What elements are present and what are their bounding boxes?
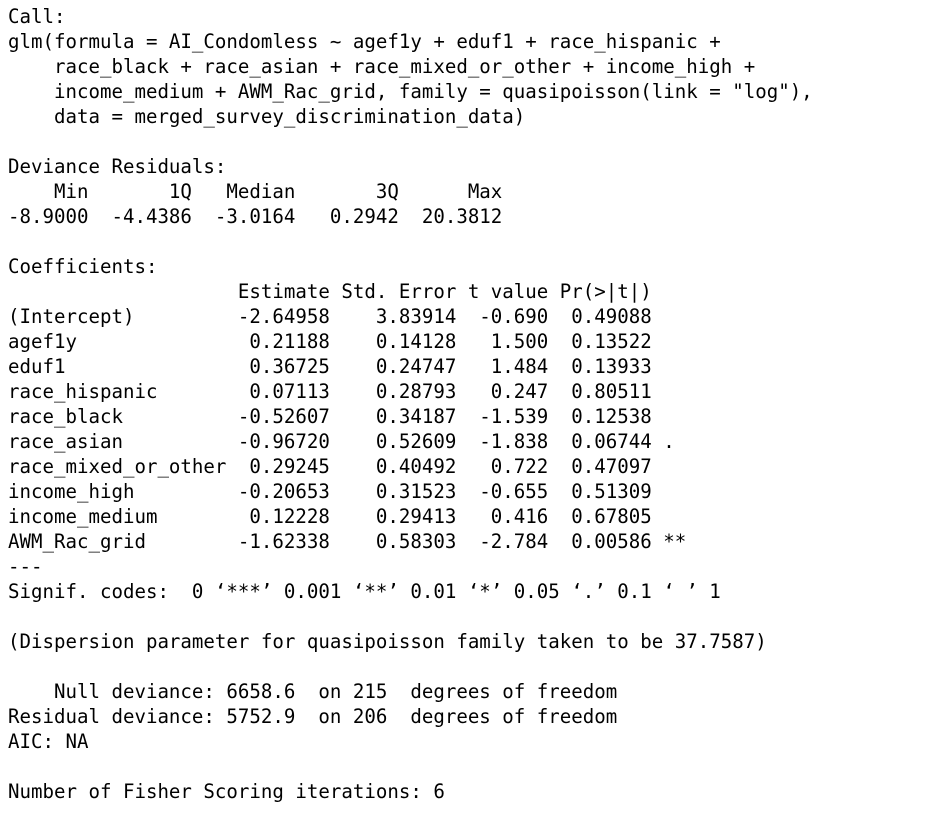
call-line: glm(formula = AI_Condomless ~ agef1y + eduf1 + race_hispanic + (8, 30, 733, 53)
call-line: income_medium + AWM_Rac_grid, family = quasipoisson(link = "log"), (8, 80, 825, 103)
coefficient-row: AWM_Rac_grid -1.62338 0.58303 -2.784 0.00586 ** (8, 530, 687, 553)
call-header: Call: (8, 5, 66, 28)
aic: AIC: NA (8, 730, 89, 753)
coefficient-row: income_high -0.20653 0.31523 -0.655 0.51309 (8, 480, 687, 503)
coefficient-row: (Intercept) -2.64958 3.83914 -0.690 0.49088 (8, 305, 687, 328)
fisher-scoring-iterations: Number of Fisher Scoring iterations: 6 (8, 780, 445, 803)
residual-deviance: Residual deviance: 5752.9 on 206 degrees of freedom (8, 705, 618, 728)
blank-line (8, 229, 938, 254)
coefficients-column-header: Estimate Std. Error t value Pr(>|t|) (8, 280, 687, 303)
blank-line (8, 654, 938, 679)
blank-line (8, 754, 938, 779)
deviance-residuals-values: -8.9000 -4.4386 -3.0164 0.2942 20.3812 (8, 205, 526, 228)
null-deviance: Null deviance: 6658.6 on 215 degrees of freedom (8, 680, 618, 703)
deviance-residuals-header: Deviance Residuals: (8, 155, 238, 178)
coefficients-separator: --- (8, 555, 43, 578)
call-line: data = merged_survey_discrimination_data) (8, 105, 526, 128)
coefficient-row: race_black -0.52607 0.34187 -1.539 0.12538 (8, 405, 687, 428)
coefficient-row: race_asian -0.96720 0.52609 -1.838 0.06744 . (8, 430, 687, 453)
coefficients-header: Coefficients: (8, 255, 158, 278)
blank-line (8, 604, 938, 629)
call-line: race_black + race_asian + race_mixed_or_other + income_high + (8, 55, 767, 78)
coefficient-row: income_medium 0.12228 0.29413 0.416 0.67805 (8, 505, 687, 528)
coefficient-row: race_hispanic 0.07113 0.28793 0.247 0.80511 (8, 380, 687, 403)
dispersion-parameter: (Dispersion parameter for quasipoisson family taken to be 37.7587) (8, 630, 767, 653)
signif-codes: Signif. codes: 0 ‘***’ 0.001 ‘**’ 0.01 ‘*’ 0.05 ‘.’ 0.1 ‘ ’ 1 (8, 580, 721, 603)
coefficient-row: agef1y 0.21188 0.14128 1.500 0.13522 (8, 330, 687, 353)
coefficient-row: race_mixed_or_other 0.29245 0.40492 0.722 0.47097 (8, 455, 687, 478)
coefficient-row: eduf1 0.36725 0.24747 1.484 0.13933 (8, 355, 687, 378)
blank-line (8, 129, 938, 154)
deviance-residuals-labels: Min 1Q Median 3Q Max (8, 180, 526, 203)
r-console-output (8, 4, 938, 818)
